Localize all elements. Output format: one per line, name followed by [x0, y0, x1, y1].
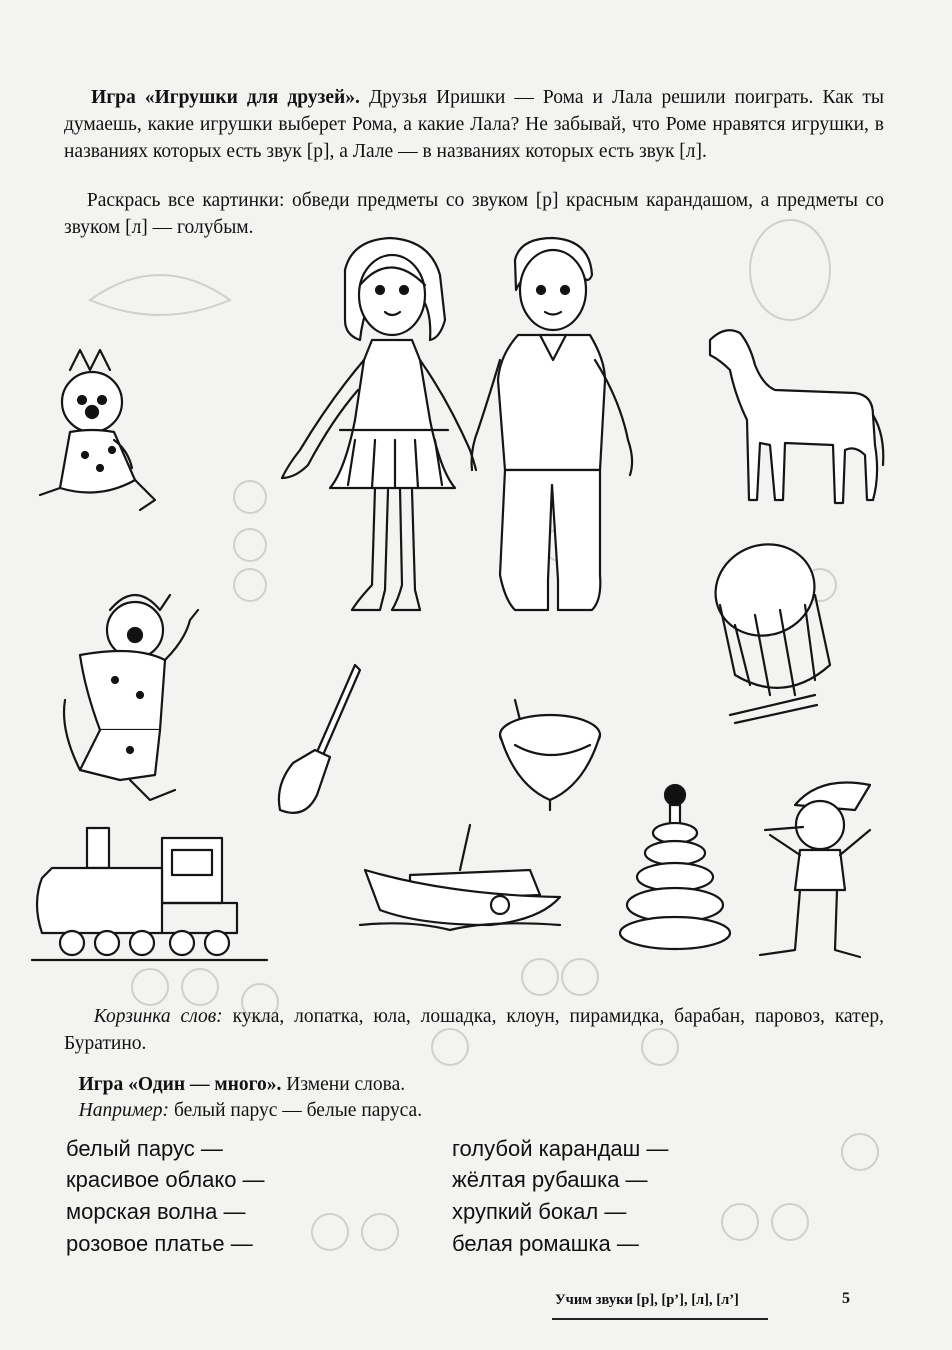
buratino-figure: [760, 783, 870, 958]
exercise-item-right: белая ромашка —: [452, 1231, 639, 1256]
exercise-item-left: морская волна —: [66, 1199, 246, 1224]
doll-figure: [40, 350, 155, 510]
exercise-item-right: хрупкий бокал —: [452, 1199, 627, 1224]
example-text: белый парус — белые паруса.: [169, 1100, 423, 1121]
game-title: Игра «Игрушки для друзей».: [91, 87, 360, 108]
game2-example: [64, 1097, 884, 1124]
girl-figure: [282, 238, 476, 610]
footer-title: Учим звуки [р], [р’], [л], [л’]: [555, 1292, 739, 1308]
page-number: 5: [842, 1290, 850, 1307]
horse-figure: [710, 330, 883, 503]
exercise-item-left: красивое облако —: [66, 1167, 265, 1192]
game2-instruction: Измени слова.: [281, 1074, 406, 1095]
pyramid-figure: [620, 785, 730, 949]
word-basket: [64, 1003, 884, 1057]
drum-figure: [703, 531, 830, 723]
example-label: Например:: [78, 1100, 170, 1121]
footer-divider: [552, 1318, 768, 1320]
train-figure: [32, 828, 267, 960]
game2-heading: [64, 1071, 884, 1098]
boy-figure: [472, 238, 632, 610]
intro-text: Друзья Иришки — Рома и Лала решили поиграть. Как ты думаешь, какие игрушки выберет Рома, а какие Лала? Не забывай, что Роме нравятся игрушки, в названиях которых есть звук [р], а Лале — в названиях которых есть звук [л].: [64, 87, 885, 162]
word-basket-label: Корзинка слов:: [93, 1006, 223, 1027]
word-basket-words: кукла, лопатка, юла, лошадка, клоун, пирамидка, барабан, паровоз, катер, Буратино.: [64, 1006, 884, 1054]
instruction-text: Раскрась все картинки: обведи предметы со звуком [р] красным карандашом, а предметы со звуком [л] — голубым.: [64, 190, 884, 238]
shovel-figure: [279, 665, 360, 813]
exercise-item-right: жёлтая рубашка —: [452, 1167, 648, 1192]
exercise-item-left: белый парус —: [66, 1136, 223, 1161]
clown-figure: [64, 595, 198, 800]
spinning-top-figure: [500, 700, 600, 810]
exercise-item-left: розовое платье —: [66, 1231, 253, 1256]
exercise-item-right: голубой карандаш —: [452, 1136, 669, 1161]
game2-title: Игра «Один — много».: [78, 1074, 282, 1095]
boat-figure: [360, 825, 560, 930]
